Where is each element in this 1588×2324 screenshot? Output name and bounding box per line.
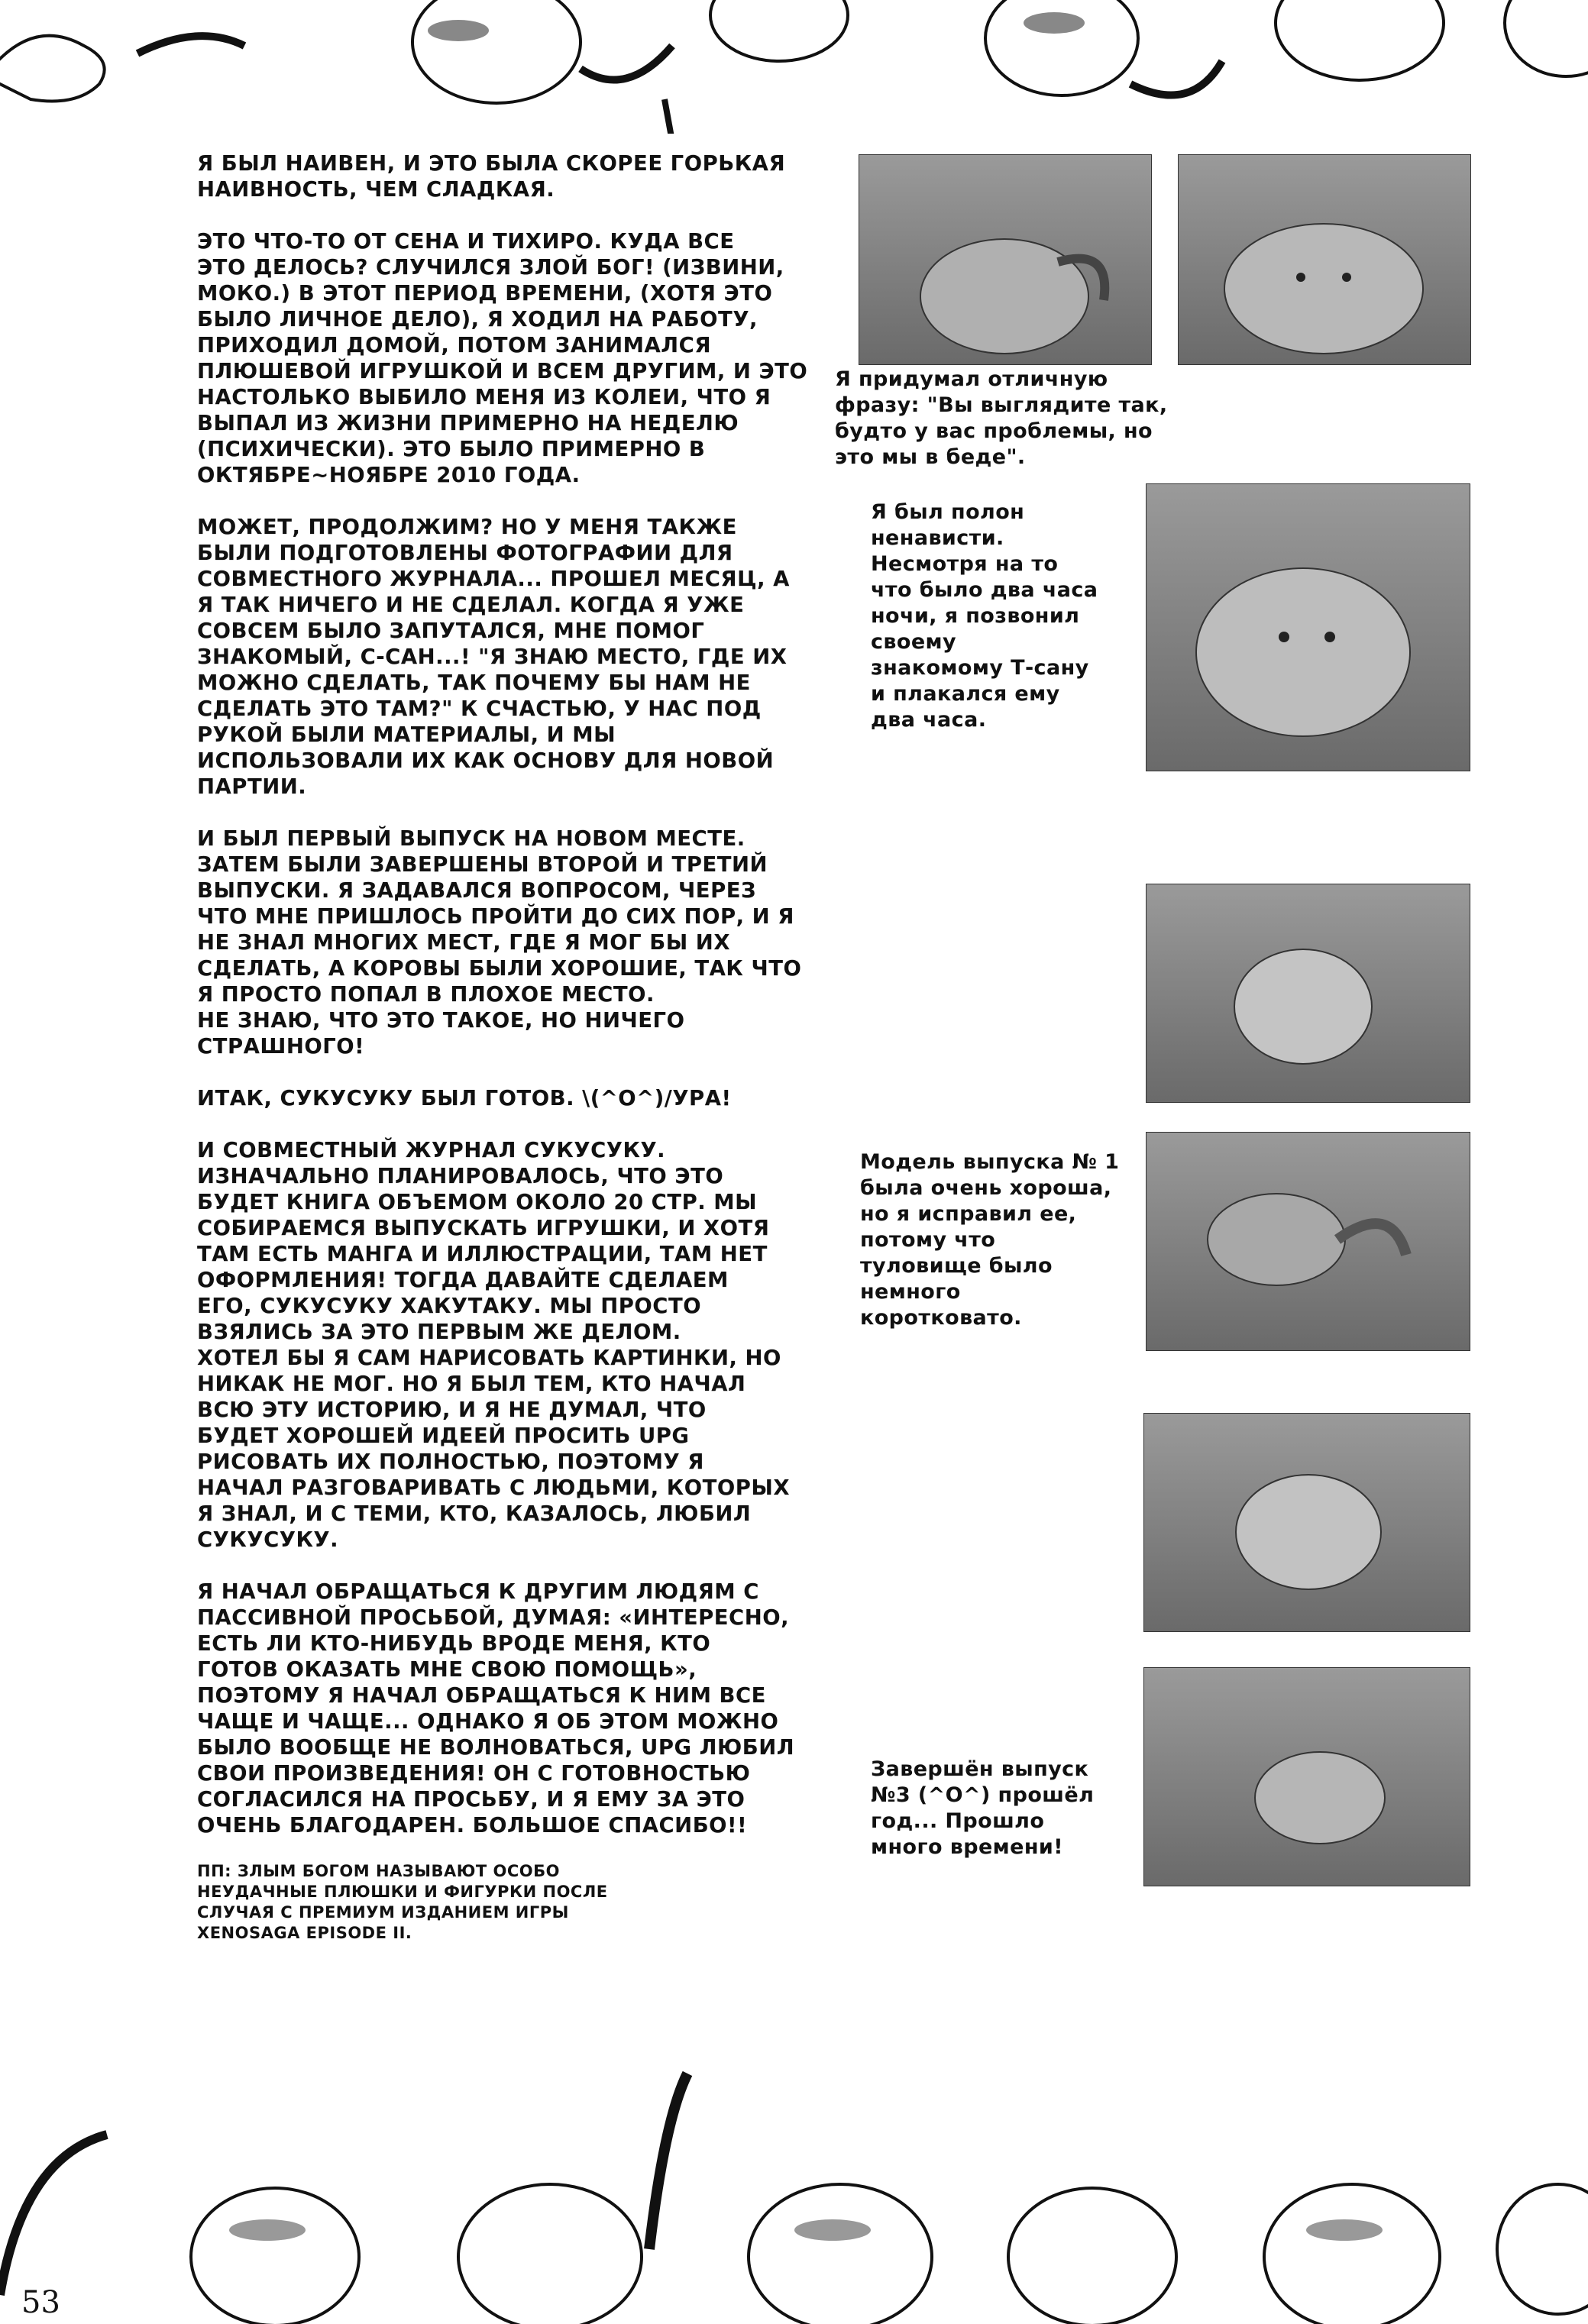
plush-photo-5 [1146, 1132, 1470, 1351]
paragraph-4: И БЫЛ ПЕРВЫЙ ВЫПУСК НА НОВОМ МЕСТЕ. ЗАТЕМ БЫЛИ ЗАВЕРШЕНЫ ВТОРОЙ И ТРЕТИЙ ВЫПУСКИ. Я ЗАДАВАЛСЯ ВОПРОСОМ, ЧЕРЕЗ ЧТО МНЕ ПРИШЛОСЬ ПРОЙТИ ДО СИХ ПОР, И Я НЕ ЗНАЛ МНОГИХ МЕСТ, ГДЕ Я МОГ БЫ ИХ СДЕЛАТЬ, А КОРОВЫ БЫЛИ ХОРОШИЕ, ТАК ЧТО Я ПРОСТО ПОПАЛ В ПЛОХОЕ МЕСТО. НЕ ЗНАЮ, ЧТО ЭТО ТАКОЕ, НО НИЧЕГО СТРАШНОГО! [197, 826, 802, 1059]
ps-note: ПП: ЗЛЫМ БОГОМ НАЗЫВАЮТ ОСОБО НЕУДАЧНЫЕ ПЛЮШКИ И ФИГУРКИ ПОСЛЕ СЛУЧАЯ С ПРЕМИУМ ИЗДАНИЕМ ИГРЫ XENOSAGA EPISODE II. [197, 1862, 608, 1942]
paragraph-7: Я НАЧАЛ ОБРАЩАТЬСЯ К ДРУГИМ ЛЮДЯМ С ПАССИВНОЙ ПРОСЬБОЙ, ДУМАЯ: «ИНТЕРЕСНО, ЕСТЬ ЛИ КТО-НИБУДЬ ВРОДЕ МЕНЯ, КТО ГОТОВ ОКАЗАТЬ МНЕ СВОЮ ПОМОЩЬ», ПОЭТОМУ Я НАЧАЛ ОБРАЩАТЬСЯ К НИМ ВСЕ ЧАЩЕ И ЧАЩЕ... ОДНАКО Я ОБ ЭТОМ МОЖНО БЫЛО ВООБЩЕ НЕ ВОЛНОВАТЬСЯ, UPG ЛЮБИЛ СВОИ ПРОИЗВЕДЕНИЯ! ОН С ГОТОВНОСТЬЮ СОГЛАСИЛСЯ НА ПРОСЬБУ, И Я ЕМУ ЗА ЭТО ОЧЕНЬ БЛАГОДАРЕН. БОЛЬШОЕ СПАСИБО!! [197, 1579, 795, 1838]
caption-1: Я придумал отличную фразу: "Вы выглядите так, будто у вас проблемы, но это мы в беде". [835, 367, 1168, 469]
plush-photo-1 [859, 154, 1152, 365]
plush-photo-3 [1146, 483, 1470, 771]
paragraph-6: И СОВМЕСТНЫЙ ЖУРНАЛ СУКУСУКУ. ИЗНАЧАЛЬНО ПЛАНИРОВАЛОСЬ, ЧТО ЭТО БУДЕТ КНИГА ОБЪЕМОМ ОКОЛО 20 СТР. МЫ СОБИРАЕМСЯ ВЫПУСКАТЬ ИГРУШКИ, И ХОТЯ ТАМ ЕСТЬ МАНГА И ИЛЛЮСТРАЦИИ, ТАМ НЕТ ОФОРМЛЕНИЯ! ТОГДА ДАВАЙТЕ СДЕЛАЕМ ЕГО, СУКУСУКУ ХАКУТАКУ. МЫ ПРОСТО ВЗЯЛИСЬ ЗА ЭТО ПЕРВЫМ ЖЕ ДЕЛОМ. ХОТЕЛ БЫ Я САМ НАРИСОВАТЬ КАРТИНКИ, НО НИКАК НЕ МОГ. НО Я БЫЛ ТЕМ, КТО НАЧАЛ ВСЮ ЭТУ ИСТОРИЮ, И Я НЕ ДУМАЛ, ЧТО БУДЕТ ХОРОШЕЙ ИДЕЕЙ ПРОСИТЬ UPG РИСОВАТЬ ИХ ПОЛНОСТЬЮ, ПОЭТОМУ Я НАЧАЛ РАЗГОВАРИВАТЬ С ЛЮДЬМИ, КОТОРЫХ Я ЗНАЛ, И С ТЕМИ, КТО, КАЗАЛОСЬ, ЛЮБИЛ СУКУСУКУ. [197, 1138, 791, 1552]
paragraph-3: МОЖЕТ, ПРОДОЛЖИМ? НО У МЕНЯ ТАКЖЕ БЫЛИ ПОДГОТОВЛЕНЫ ФОТОГРАФИИ ДЛЯ СОВМЕСТНОГО ЖУРНАЛА... ПРОШЕЛ МЕСЯЦ, А Я ТАК НИЧЕГО И НЕ СДЕЛАЛ. КОГДА Я УЖЕ СОВСЕМ БЫЛО ЗАПУТАЛСЯ, МНЕ ПОМОГ ЗНАКОМЫЙ, С-САН...! "Я ЗНАЮ МЕСТО, ГДЕ ИХ МОЖНО СДЕЛАТЬ, ТАК ПОЧЕМУ БЫ НАМ НЕ СДЕЛАТЬ ЭТО ТАМ?" К СЧАСТЬЮ, У НАС ПОД РУКОЙ БЫЛИ МАТЕРИАЛЫ, И МЫ ИСПОЛЬЗОВАЛИ ИХ КАК ОСНОВУ ДЛЯ НОВОЙ ПАРТИИ. [197, 515, 790, 799]
plush-photo-6 [1143, 1413, 1470, 1632]
page-number: 53 [21, 2285, 60, 2320]
plush-photo-2 [1178, 154, 1471, 365]
plush-photo-7 [1143, 1667, 1470, 1886]
main-text-column [197, 150, 808, 1944]
caption-2: Я был полон ненависти. Несмотря на то что было два часа ночи, я позвонил своему знакомому Т-сану и плакался ему два часа. [871, 500, 1098, 732]
paragraph-5: ИТАК, СУКУСУКУ БЫЛ ГОТОВ. \(^O^)/УРА! [197, 1086, 732, 1110]
paragraph-2: ЭТО ЧТО-ТО ОТ СЕНА И ТИХИРО. КУДА ВСЕ ЭТО ДЕЛОСЬ? СЛУЧИЛСЯ ЗЛОЙ БОГ! (ИЗВИНИ, МОКО.) В ЭТОТ ПЕРИОД ВРЕМЕНИ, (ХОТЯ ЭТО БЫЛО ЛИЧНОЕ ДЕЛО), Я ХОДИЛ НА РАБОТУ, ПРИХОДИЛ ДОМОЙ, ПОТОМ ЗАНИМАЛСЯ ПЛЮШЕВОЙ ИГРУШКОЙ И ВСЕМ ДРУГИМ, И ЭТО НАСТОЛЬКО ВЫБИЛО МЕНЯ ИЗ КОЛЕИ, ЧТО Я ВЫПАЛ ИЗ ЖИЗНИ ПРИМЕРНО НА НЕДЕЛЮ (ПСИХИЧЕСКИ). ЭТО БЫЛО ПРИМЕРНО В ОКТЯБРЕ~НОЯБРЕ 2010 ГОДА. [197, 229, 808, 487]
caption-4: Завершён выпуск №3 (^О^) прошёл год... Прошло много времени! [871, 1757, 1095, 1859]
bottom-critter-border [0, 2066, 1588, 2324]
paragraph-1: Я БЫЛ НАИВЕН, И ЭТО БЫЛА СКОРЕЕ ГОРЬКАЯ НАИВНОСТЬ, ЧЕМ СЛАДКАЯ. [197, 151, 786, 202]
caption-3: Модель выпуска № 1 была очень хороша, но я исправил ее, потому что туловище было немного коротковато. [860, 1150, 1120, 1330]
plush-photo-4 [1146, 884, 1470, 1103]
top-critter-border [0, 0, 1588, 134]
